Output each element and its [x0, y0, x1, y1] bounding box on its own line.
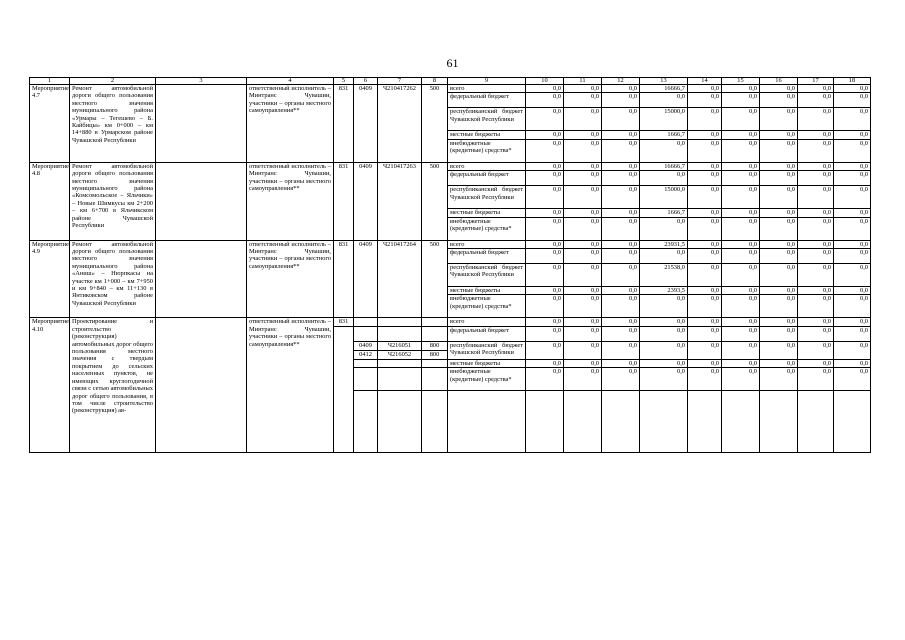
- amount-cell: 0,0: [564, 186, 602, 209]
- amount-cell: 0,0: [640, 171, 688, 186]
- csr-code: Ч216051: [378, 342, 421, 351]
- funding-source: федеральный бюджет: [448, 93, 526, 108]
- amount-cell: 0,0: [834, 217, 871, 240]
- amount-cell: 0,0: [526, 85, 564, 93]
- amount-cell: 0,0: [564, 171, 602, 186]
- funding-source: местные бюджеты: [448, 287, 526, 295]
- amount-cell: 0,0: [688, 162, 722, 170]
- rzpr-code: [354, 368, 378, 391]
- amount-cell: 0,0: [526, 368, 564, 391]
- amount-cell: 0,0: [834, 249, 871, 264]
- amount-cell: 0,0: [602, 318, 640, 326]
- amount-cell: 0,0: [602, 341, 640, 359]
- amount-cell: 0,0: [798, 209, 834, 217]
- amount-cell: 0,0: [722, 85, 760, 93]
- amount-cell: 0,0: [722, 240, 760, 248]
- amount-cell: 0,0: [798, 359, 834, 367]
- amount-cell: 0,0: [834, 295, 871, 318]
- amount-cell: 0,0: [798, 171, 834, 186]
- amount-cell: 0,0: [798, 287, 834, 295]
- rzpr-code: 0409: [354, 342, 377, 351]
- column-3-cell: [156, 85, 247, 163]
- amount-cell: 0,0: [602, 85, 640, 93]
- amount-cell: 0,0: [526, 341, 564, 359]
- amount-cell: 0,0: [760, 93, 798, 108]
- amount-cell: 0,0: [798, 186, 834, 209]
- amount-cell: 0,0: [564, 209, 602, 217]
- funding-source: внебюджетные (кредитные) средства*: [448, 139, 526, 162]
- vr-code: [422, 359, 448, 367]
- amount-cell: 0,0: [640, 368, 688, 391]
- empty-cell: [688, 391, 722, 453]
- column-3-cell: [156, 162, 247, 240]
- amount-cell: 0,0: [640, 217, 688, 240]
- amount-cell: 0,0: [798, 240, 834, 248]
- activity-id: Мероприятие 4.8: [30, 162, 70, 240]
- amount-cell: 0,0: [526, 264, 564, 287]
- amount-cell: 0,0: [760, 131, 798, 139]
- rzpr-code: [354, 318, 378, 326]
- amount-cell: 0,0: [526, 162, 564, 170]
- funding-source: внебюджетные (кредитные) средства*: [448, 217, 526, 240]
- amount-cell: 0,0: [722, 131, 760, 139]
- column-number: 11: [564, 78, 602, 85]
- amount-cell: 0,0: [640, 93, 688, 108]
- empty-cell: [834, 391, 871, 453]
- amount-cell: 0,0: [722, 318, 760, 326]
- amount-cell: 0,0: [760, 264, 798, 287]
- amount-cell: 0,0: [564, 341, 602, 359]
- amount-cell: 0,0: [640, 249, 688, 264]
- amount-cell: 0,0: [564, 139, 602, 162]
- amount-cell: 0,0: [722, 326, 760, 341]
- rzpr-code: 0409: [354, 240, 378, 318]
- amount-cell: 0,0: [640, 341, 688, 359]
- amount-cell: 0,0: [602, 359, 640, 367]
- amount-cell: 0,0: [688, 108, 722, 131]
- amount-cell: 0,0: [834, 139, 871, 162]
- empty-cell: [722, 391, 760, 453]
- activity-name: Проектирование и строительство (реконструкция) автомобильных дорог общего пользования местного значения с твердым покрытием до сельских населенных пунктов, не имеющих круглогодичной связи с сетью автомобильных дорог общего пользования, в том числе строительство (реконструкция) ав-: [70, 318, 156, 453]
- funding-source: всего: [448, 85, 526, 93]
- amount-cell: 0,0: [834, 171, 871, 186]
- activity-name: Ремонт автомобильной дороги общего пользования местного значения муниципального района «Урмары – Тегешево – Б. Кайбицы» км 0+000 – км 14+880 в Урмарском районе Чувашской Республики: [70, 85, 156, 163]
- column-number: 5: [334, 78, 354, 85]
- amount-cell: 0,0: [798, 341, 834, 359]
- column-number: 8: [422, 78, 448, 85]
- rzpr-code: 0409: [354, 162, 378, 240]
- amount-cell: 0,0: [760, 186, 798, 209]
- csr-code: [378, 318, 422, 326]
- amount-cell: 0,0: [688, 295, 722, 318]
- amount-cell: 21538,0: [640, 264, 688, 287]
- amount-cell: 0,0: [834, 359, 871, 367]
- column-3-cell: [156, 318, 247, 453]
- amount-cell: 0,0: [602, 209, 640, 217]
- amount-cell: 0,0: [760, 209, 798, 217]
- amount-cell: 0,0: [526, 209, 564, 217]
- funding-source: федеральный бюджет: [448, 249, 526, 264]
- amount-cell: 0,0: [834, 341, 871, 359]
- amount-cell: 0,0: [526, 359, 564, 367]
- amount-cell: 2393,5: [640, 287, 688, 295]
- amount-cell: 0,0: [602, 295, 640, 318]
- funding-source: всего: [448, 162, 526, 170]
- amount-cell: 0,0: [688, 131, 722, 139]
- amount-cell: 0,0: [688, 368, 722, 391]
- vr-code: 800: [429, 350, 440, 358]
- activity-name: Ремонт автомобильной дороги общего пользования местного значения муниципального района «Аниш» – Нюрпкасы на участке км 1+000 – км 7+950 и км 9+840 – км 11+130 в Янтиковском районе Чувашской Республики: [70, 240, 156, 318]
- amount-cell: 0,0: [834, 368, 871, 391]
- amount-cell: 0,0: [688, 217, 722, 240]
- amount-cell: 0,0: [798, 93, 834, 108]
- funding-source: республиканский бюджет Чувашской Республики: [448, 264, 526, 287]
- amount-cell: 0,0: [688, 249, 722, 264]
- amount-cell: 0,0: [602, 217, 640, 240]
- amount-cell: 0,0: [834, 318, 871, 326]
- amount-cell: 0,0: [564, 131, 602, 139]
- amount-cell: 0,0: [760, 139, 798, 162]
- amount-cell: 1666,7: [640, 209, 688, 217]
- budget-table: [29, 77, 871, 453]
- funding-source: федеральный бюджет: [448, 171, 526, 186]
- vr-code: 500: [422, 85, 448, 163]
- activity-name: Ремонт автомобильной дороги общего пользования местного значения муниципального района «Комсомольское – Яльчики» – Новые Шимкусы км 2+200 – км 6+700 в Яльчикском районе Чувашской Республики: [70, 162, 156, 240]
- activity-executor: ответственный исполнитель – Минтранс Чувашии, участники – органы местного самоуправления**: [247, 85, 334, 163]
- amount-cell: 0,0: [798, 295, 834, 318]
- amount-cell: 0,0: [526, 131, 564, 139]
- amount-cell: 0,0: [798, 85, 834, 93]
- column-number: 2: [70, 78, 156, 85]
- amount-cell: 0,0: [798, 217, 834, 240]
- amount-cell: 0,0: [640, 295, 688, 318]
- funding-source: республиканский бюджет Чувашской Республики: [448, 341, 526, 359]
- amount-cell: 0,0: [760, 287, 798, 295]
- amount-cell: 0,0: [526, 217, 564, 240]
- amount-cell: 0,0: [526, 287, 564, 295]
- table-row: [30, 240, 871, 248]
- amount-cell: 0,0: [760, 162, 798, 170]
- amount-cell: 0,0: [564, 264, 602, 287]
- amount-cell: 23931,5: [640, 240, 688, 248]
- amount-cell: 0,0: [602, 131, 640, 139]
- amount-cell: 0,0: [526, 326, 564, 341]
- amount-cell: 0,0: [834, 131, 871, 139]
- activity-executor: ответственный исполнитель – Минтранс Чувашии, участники – органы местного самоуправления**: [247, 318, 334, 453]
- amount-cell: 0,0: [760, 217, 798, 240]
- table-row: [30, 318, 871, 326]
- amount-cell: 0,0: [688, 93, 722, 108]
- amount-cell: 0,0: [722, 359, 760, 367]
- amount-cell: 0,0: [834, 108, 871, 131]
- vr-code: 500: [422, 240, 448, 318]
- amount-cell: 0,0: [602, 108, 640, 131]
- csr-code: Ч210417264: [378, 240, 422, 318]
- amount-cell: 0,0: [722, 186, 760, 209]
- vr-code: [422, 318, 448, 326]
- amount-cell: 0,0: [688, 326, 722, 341]
- amount-cell: 0,0: [564, 359, 602, 367]
- grbs-code: 831: [334, 162, 354, 240]
- amount-cell: 0,0: [834, 93, 871, 108]
- amount-cell: 0,0: [760, 318, 798, 326]
- amount-cell: 0,0: [760, 326, 798, 341]
- amount-cell: 0,0: [760, 295, 798, 318]
- amount-cell: 0,0: [722, 249, 760, 264]
- amount-cell: 0,0: [564, 85, 602, 93]
- amount-cell: 0,0: [564, 249, 602, 264]
- activity-executor: ответственный исполнитель – Минтранс Чувашии, участники – органы местного самоуправления**: [247, 162, 334, 240]
- vr-code: 500: [422, 162, 448, 240]
- amount-cell: 0,0: [564, 318, 602, 326]
- column-number: 14: [688, 78, 722, 85]
- amount-cell: 0,0: [722, 209, 760, 217]
- grbs-code: 831: [334, 85, 354, 163]
- amount-cell: 0,0: [798, 368, 834, 391]
- empty-cell: [640, 391, 688, 453]
- amount-cell: 0,0: [798, 139, 834, 162]
- amount-cell: 0,0: [526, 139, 564, 162]
- amount-cell: 0,0: [722, 171, 760, 186]
- column-number: 12: [602, 78, 640, 85]
- amount-cell: 0,0: [722, 295, 760, 318]
- csr-code-list: [378, 341, 422, 359]
- funding-source: всего: [448, 318, 526, 326]
- funding-source: внебюджетные (кредитные) средства*: [448, 368, 526, 391]
- activity-executor: ответственный исполнитель – Минтранс Чувашии, участники – органы местного самоуправления**: [247, 240, 334, 318]
- amount-cell: 0,0: [640, 139, 688, 162]
- amount-cell: 0,0: [564, 368, 602, 391]
- rzpr-code: [354, 326, 378, 341]
- amount-cell: 0,0: [834, 287, 871, 295]
- amount-cell: 0,0: [722, 368, 760, 391]
- amount-cell: 0,0: [798, 249, 834, 264]
- amount-cell: 0,0: [688, 341, 722, 359]
- csr-code: [378, 359, 422, 367]
- amount-cell: 0,0: [526, 186, 564, 209]
- amount-cell: 0,0: [760, 359, 798, 367]
- empty-cell: [526, 391, 564, 453]
- csr-code: Ч216052: [387, 350, 412, 358]
- amount-cell: 0,0: [688, 240, 722, 248]
- amount-cell: 0,0: [602, 171, 640, 186]
- grbs-code: [334, 326, 354, 452]
- amount-cell: 0,0: [834, 162, 871, 170]
- amount-cell: 0,0: [722, 341, 760, 359]
- rzpr-code: 0412: [359, 350, 372, 358]
- amount-cell: 0,0: [526, 108, 564, 131]
- amount-cell: 0,0: [602, 249, 640, 264]
- activity-id: Мероприятие 4.7: [30, 85, 70, 163]
- csr-code: [378, 368, 422, 391]
- empty-cell: [448, 391, 526, 453]
- amount-cell: 0,0: [760, 240, 798, 248]
- amount-cell: 0,0: [798, 108, 834, 131]
- column-number: 6: [354, 78, 378, 85]
- funding-source: местные бюджеты: [448, 359, 526, 367]
- amount-cell: 0,0: [526, 93, 564, 108]
- activity-id: Мероприятие 4.9: [30, 240, 70, 318]
- amount-cell: 0,0: [526, 295, 564, 318]
- amount-cell: 0,0: [640, 359, 688, 367]
- amount-cell: 0,0: [688, 139, 722, 162]
- column-number: 1: [30, 78, 70, 85]
- amount-cell: 0,0: [688, 318, 722, 326]
- amount-cell: 0,0: [760, 368, 798, 391]
- amount-cell: 15000,0: [640, 108, 688, 131]
- amount-cell: 0,0: [688, 287, 722, 295]
- amount-cell: 0,0: [834, 264, 871, 287]
- amount-cell: 0,0: [688, 171, 722, 186]
- amount-cell: 0,0: [760, 85, 798, 93]
- column-number: 15: [722, 78, 760, 85]
- empty-cell: [378, 391, 422, 453]
- table-row: [30, 162, 871, 170]
- column-number: 17: [798, 78, 834, 85]
- amount-cell: 0,0: [526, 318, 564, 326]
- column-number: 10: [526, 78, 564, 85]
- vr-code-list: [422, 341, 448, 359]
- empty-cell: [354, 391, 378, 453]
- rzpr-code-list: [354, 341, 378, 359]
- column-number-row: [30, 78, 871, 85]
- amount-cell: 0,0: [688, 85, 722, 93]
- amount-cell: 1666,7: [640, 131, 688, 139]
- amount-cell: 0,0: [602, 162, 640, 170]
- amount-cell: 0,0: [526, 249, 564, 264]
- amount-cell: 0,0: [602, 326, 640, 341]
- amount-cell: 0,0: [526, 171, 564, 186]
- funding-source: всего: [448, 240, 526, 248]
- column-number: 3: [156, 78, 247, 85]
- table-row: [30, 85, 871, 93]
- amount-cell: 0,0: [602, 139, 640, 162]
- amount-cell: 15000,0: [640, 186, 688, 209]
- amount-cell: 0,0: [564, 287, 602, 295]
- csr-code: Ч210417263: [378, 162, 422, 240]
- amount-cell: 0,0: [760, 108, 798, 131]
- funding-source: местные бюджеты: [448, 209, 526, 217]
- amount-cell: 0,0: [760, 249, 798, 264]
- empty-cell: [422, 391, 448, 453]
- amount-cell: 0,0: [602, 368, 640, 391]
- empty-cell: [564, 391, 602, 453]
- amount-cell: 0,0: [602, 287, 640, 295]
- amount-cell: 0,0: [798, 131, 834, 139]
- amount-cell: 16666,7: [640, 162, 688, 170]
- amount-cell: 0,0: [722, 108, 760, 131]
- grbs-code: 831: [334, 318, 354, 326]
- amount-cell: 0,0: [640, 318, 688, 326]
- amount-cell: 0,0: [688, 209, 722, 217]
- amount-cell: 0,0: [564, 162, 602, 170]
- column-number: 13: [640, 78, 688, 85]
- empty-cell: [798, 391, 834, 453]
- amount-cell: 0,0: [564, 326, 602, 341]
- amount-cell: 0,0: [602, 186, 640, 209]
- column-number: 4: [247, 78, 334, 85]
- amount-cell: 0,0: [834, 209, 871, 217]
- amount-cell: 0,0: [834, 186, 871, 209]
- vr-code: [422, 368, 448, 391]
- page-number: 61: [446, 56, 459, 70]
- amount-cell: 0,0: [760, 171, 798, 186]
- amount-cell: 0,0: [564, 108, 602, 131]
- amount-cell: 0,0: [834, 85, 871, 93]
- column-3-cell: [156, 240, 247, 318]
- amount-cell: 0,0: [688, 359, 722, 367]
- vr-code: 800: [422, 342, 447, 351]
- amount-cell: 0,0: [564, 93, 602, 108]
- column-number: 16: [760, 78, 798, 85]
- csr-code: [378, 326, 422, 341]
- amount-cell: 0,0: [798, 318, 834, 326]
- csr-code: Ч210417262: [378, 85, 422, 163]
- amount-cell: 0,0: [688, 186, 722, 209]
- amount-cell: 0,0: [760, 341, 798, 359]
- funding-source: федеральный бюджет: [448, 326, 526, 341]
- amount-cell: 0,0: [722, 264, 760, 287]
- amount-cell: 0,0: [722, 217, 760, 240]
- vr-code: [422, 326, 448, 341]
- amount-cell: 0,0: [602, 240, 640, 248]
- amount-cell: 0,0: [640, 326, 688, 341]
- amount-cell: 0,0: [798, 162, 834, 170]
- amount-cell: 0,0: [722, 139, 760, 162]
- amount-cell: 0,0: [798, 326, 834, 341]
- amount-cell: 0,0: [722, 162, 760, 170]
- column-number: 18: [834, 78, 871, 85]
- amount-cell: 0,0: [526, 240, 564, 248]
- amount-cell: 0,0: [564, 217, 602, 240]
- amount-cell: 0,0: [602, 264, 640, 287]
- amount-cell: 0,0: [834, 326, 871, 341]
- empty-cell: [602, 391, 640, 453]
- column-number: 9: [448, 78, 526, 85]
- amount-cell: 0,0: [688, 264, 722, 287]
- amount-cell: 0,0: [722, 287, 760, 295]
- amount-cell: 0,0: [602, 93, 640, 108]
- rzpr-code: 0409: [354, 85, 378, 163]
- activity-id: Мероприятие 4.10: [30, 318, 70, 453]
- funding-source: республиканский бюджет Чувашской Республики: [448, 108, 526, 131]
- amount-cell: 16666,7: [640, 85, 688, 93]
- amount-cell: 0,0: [722, 93, 760, 108]
- amount-cell: 0,0: [798, 264, 834, 287]
- grbs-code: 831: [334, 240, 354, 318]
- amount-cell: 0,0: [834, 240, 871, 248]
- funding-source: республиканский бюджет Чувашской Республики: [448, 186, 526, 209]
- funding-source: внебюджетные (кредитные) средства*: [448, 295, 526, 318]
- empty-cell: [760, 391, 798, 453]
- amount-cell: 0,0: [564, 295, 602, 318]
- rzpr-code: [354, 359, 378, 367]
- column-number: 7: [378, 78, 422, 85]
- amount-cell: 0,0: [564, 240, 602, 248]
- funding-source: местные бюджеты: [448, 131, 526, 139]
